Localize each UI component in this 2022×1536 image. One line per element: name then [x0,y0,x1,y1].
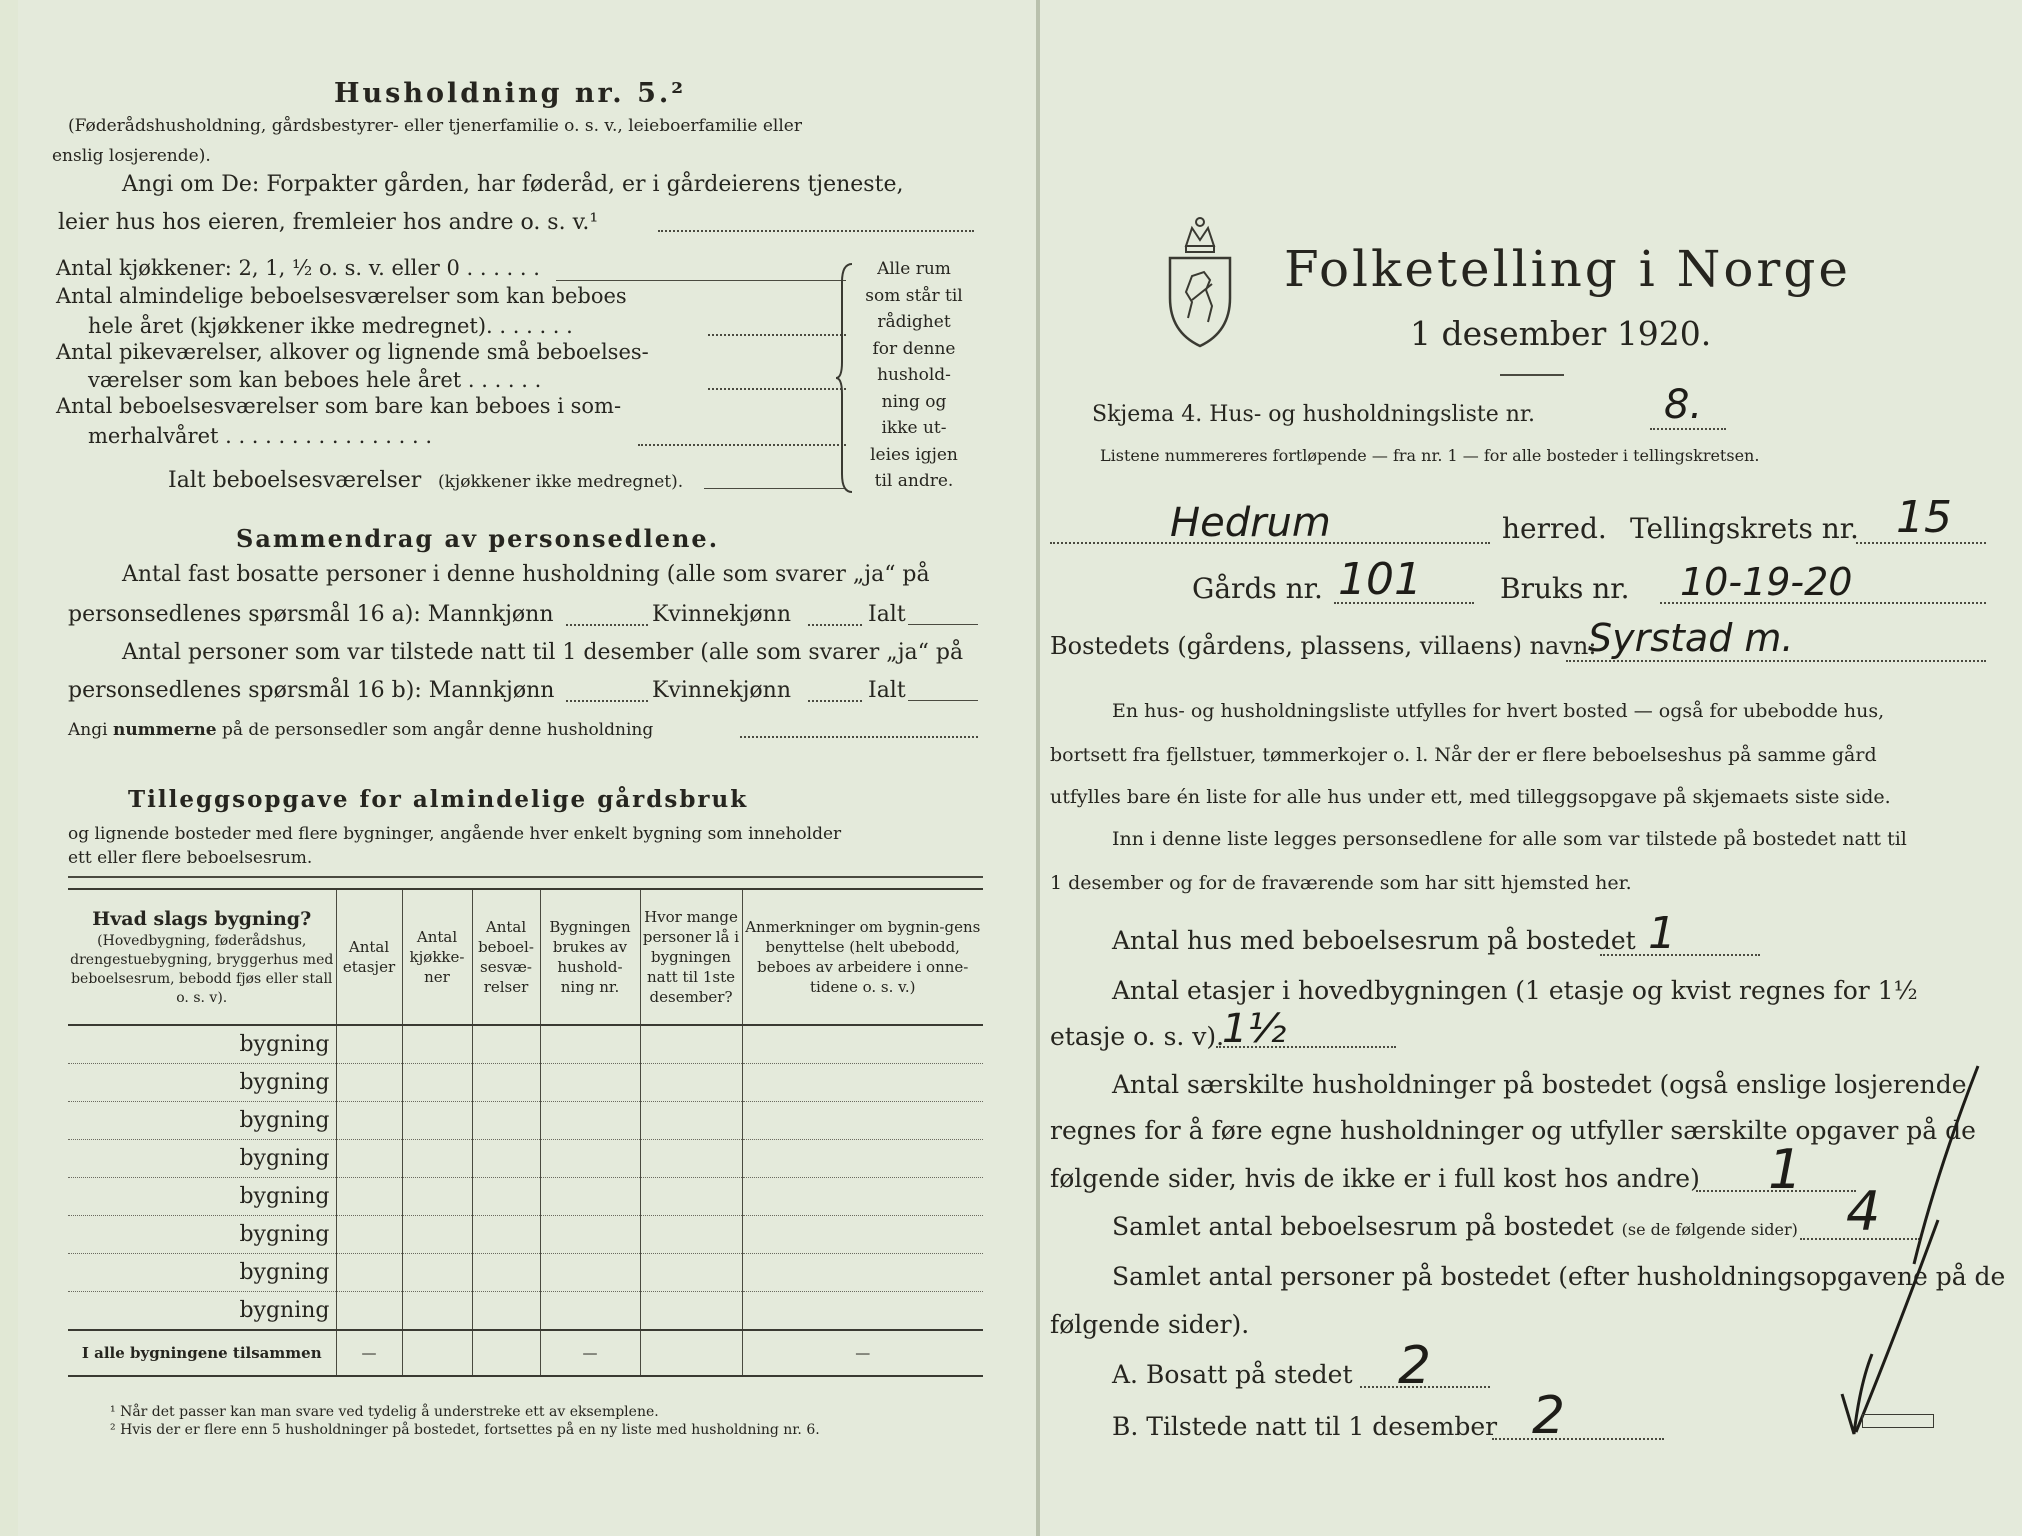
bostedet-label: Bostedets (gårdens, plassens, villaens) navn: [1050,632,1597,660]
q-hush-line2: regnes for å føre egne husholdninger og utfyller særskilte opgaver på de [1050,1116,1976,1145]
maid-rooms-answer-line [708,388,846,390]
printer-stamp [1862,1414,1934,1428]
summer-rooms-line1: Antal beboelsesværelser som bare kan beboes i som- [56,394,622,418]
q-rum-label-text: Samlet antal beboelsesrum på bostedet [1112,1212,1614,1241]
cell [742,1025,983,1064]
kitchens-answer-line [556,280,846,281]
cell [336,1102,402,1140]
title-divider [1500,374,1564,376]
cell [742,1102,983,1140]
instructions-line1: En hus- og husholdningsliste utfylles for hvert bosted — også for ubebodde hus, [1112,700,1885,722]
gards-label: Gårds nr. [1192,572,1323,605]
q-etasjer-line1: Antal etasjer i hovedbygningen (1 etasje og kvist regnes for 1½ [1112,976,1918,1005]
side-note-line: hushold- [877,365,951,385]
b-tilstede-line [1492,1438,1664,1440]
bruks-value: 10-19-20 [1680,560,1853,604]
herred-value: Hedrum [1170,500,1331,546]
kvinnekjonn-tilstede-label: Kvinnekjønn [652,678,791,703]
cell [472,1254,540,1292]
cell [402,1330,472,1376]
instructions-line2: bortsett fra fjellstuer, tømmerkojer o. l. Når der er flere beboelseshus på samme gård [1050,744,1877,766]
q-pers-line2: følgende sider). [1050,1310,1250,1339]
bostedet-line [1566,660,1986,662]
cell [742,1140,983,1178]
cell [336,1254,402,1292]
header-building-type-title: Hvad slags bygning? [92,908,312,930]
summary-title: Sammendrag av personsedlene. [236,524,720,553]
footnote-2: ² Hvis der er flere enn 5 husholdninger på bostedet, fortsettes på en ny liste med husholdning nr. 6. [110,1422,820,1438]
cell [472,1102,540,1140]
supplement-title: Tilleggsopgave for almindelige gårdsbruk [128,786,749,813]
cell [640,1064,742,1102]
header-building-type-note: (Hovedbygning, føderådshus, drengestuebygning, bryggerhus med beboelsesrum, bebodd fjøs eller stall o. s. v). [70,933,334,1006]
header-etasjer: Antal etasjer [336,889,402,1025]
row-label: bygning [68,1178,336,1216]
building-table-header-row [68,889,983,1025]
table-row [68,1292,983,1331]
mannkjonn-tilstede-line [566,700,648,702]
table-row [68,1254,983,1292]
cell [742,1064,983,1102]
ialt-fast-line [908,624,978,625]
a-bosatt-label: A. Bosatt på stedet [1112,1360,1353,1389]
side-note-brace [836,262,858,494]
summary-line4: personsedlenes spørsmål 16 b): Mannkjønn [68,678,555,703]
q-etasjer-value: 1½ [1222,1006,1287,1052]
form-title: Folketelling i Norge [1284,240,1851,298]
kvinnekjonn-fast-label: Kvinnekjønn [652,602,791,627]
total-anmerkninger: — [742,1330,983,1376]
cell [742,1254,983,1292]
bruks-line [1660,602,1986,604]
instructions-line4: Inn i denne liste legges personsedlene for alle som var tilstede på bostedet natt til [1112,828,1907,850]
cell [472,1025,540,1064]
total-husholdning: — [540,1330,640,1376]
q-hush-value: 1 [1768,1138,1803,1201]
cell [336,1064,402,1102]
kitchens-question: Antal kjøkkener: 2, 1, ½ o. s. v. eller 0 . . . . . . [56,256,540,280]
total-rooms-label: Ialt beboelsesværelser [168,468,422,493]
schema-number-value: 8. [1664,382,1703,428]
handwritten-check-strokes [1676,1054,2006,1454]
cell [336,1140,402,1178]
table-row [68,1064,983,1102]
header-kjokkener: Antal kjøkke-ner [402,889,472,1025]
cell [540,1140,640,1178]
table-row [68,1178,983,1216]
a-bosatt-line [1360,1386,1490,1388]
q-hus-line [1600,954,1760,956]
angi-dotted-line [658,230,974,232]
cell [402,1216,472,1254]
instructions-line5: 1 desember og for de fraværende som har sitt hjemsted her. [1050,872,1632,894]
cell [640,1254,742,1292]
table-row [68,1102,983,1140]
bostedet-value: Syrstad m. [1588,616,1794,660]
household-note-line2: enslig losjerende). [52,146,211,166]
herred-label: herred. [1502,512,1607,545]
cell [540,1102,640,1140]
cell [540,1178,640,1216]
row-label: bygning [68,1140,336,1178]
tellingskrets-line [1856,542,1986,544]
q-etasjer-line2: etasje o. s. v). [1050,1022,1225,1051]
cell [640,1292,742,1331]
side-note-line: rådighet [877,312,951,332]
side-note-line: som står til [865,285,963,306]
cell [472,1330,540,1376]
footnote-1: ¹ Når det passer kan man svare ved tydelig å understreke ett av eksemplene. [110,1404,659,1420]
summary-line2: personsedlenes spørsmål 16 a): Mannkjønn [68,602,554,627]
cell [402,1064,472,1102]
cell [402,1025,472,1064]
table-row [68,1140,983,1178]
header-anmerkninger: Anmerkninger om bygnin-gens benyttelse (helt ubebodd, beboes av arbeidere i onne-tidene o. s. v.) [742,889,983,1025]
household-title: Husholdning nr. 5.² [334,78,687,109]
building-table [68,888,983,1377]
cell [540,1254,640,1292]
cell [742,1292,983,1331]
q-hus-label: Antal hus med beboelsesrum på bostedet [1112,926,1636,955]
angi-nummerne-pre: Angi [68,720,108,740]
ordinary-rooms-line2: hele året (kjøkkener ikke medregnet). . . . . . . [88,314,573,338]
cell [402,1140,472,1178]
table-row [68,1216,983,1254]
angi-nummerne [68,720,653,740]
kvinnekjonn-tilstede-line [808,700,862,702]
ordinary-rooms-answer-line [708,334,846,336]
row-label: bygning [68,1064,336,1102]
listene-note: Listene nummereres fortløpende — fra nr. 1 — for alle bosteder i tellingskretsen. [1100,446,1760,465]
summer-rooms-answer-line [638,444,846,446]
schema-number-line [1650,428,1726,430]
ialt-tilstede-line [908,700,978,701]
total-etasjer: — [336,1330,402,1376]
q-hus-value: 1 [1648,908,1676,959]
household-note-line1: (Føderådshusholdning, gårdsbestyrer- eller tjenerfamilie o. s. v., leieboerfamilie eller [68,116,802,136]
cell [540,1025,640,1064]
b-tilstede-label: B. Tilstede natt til 1 desember [1112,1412,1498,1441]
maid-rooms-line1: Antal pikeværelser, alkover og lignende små beboelses- [56,340,649,364]
total-row-label: I alle bygningene tilsammen [68,1330,336,1376]
cell [640,1216,742,1254]
header-building-type [68,889,336,1025]
cell [472,1178,540,1216]
cell [402,1292,472,1331]
cell [472,1216,540,1254]
table-total-row [68,1330,983,1376]
angi-nummerne-post: på de personsedler som angår denne husholdning [222,720,654,740]
form-date: 1 desember 1920. [1410,314,1712,353]
q-hush-line3: følgende sider, hvis de ikke er i full kost hos andre) [1050,1164,1700,1193]
q-rum-note: (se de følgende sider) [1621,1220,1798,1239]
row-label: bygning [68,1254,336,1292]
cell [336,1216,402,1254]
b-tilstede-value: 2 [1532,1386,1566,1446]
supplement-line2: ett eller flere beboelsesrum. [68,848,313,868]
cell [540,1292,640,1331]
angi-nummerne-line [740,736,978,738]
angi-line1: Angi om De: Forpakter gården, har føderåd, er i gårdeierens tjeneste, [122,172,904,197]
table-row [68,1025,983,1064]
norwegian-coat-of-arms-icon [1162,206,1238,348]
summary-line3: Antal personer som var tilstede natt til 1 desember (alle som svarer „ja“ på [122,640,964,665]
header-beboelsesvaerelser: Antal beboel-sesvæ-relser [472,889,540,1025]
total-rooms-note: (kjøkkener ikke medregnet). [438,472,684,492]
q-etasjer-line [1216,1046,1396,1048]
cell [472,1292,540,1331]
cell [336,1025,402,1064]
q-pers-line1: Samlet antal personer på bostedet (efter husholdningsopgavene på de [1112,1262,2006,1291]
cell [640,1330,742,1376]
cell [742,1216,983,1254]
q-hush-line1: Antal særskilte husholdninger på bostedet (også enslige losjerende [1112,1070,1967,1099]
kvinnekjonn-fast-line [808,624,862,626]
header-personer-natt: Hvor mange personer lå i bygningen natt til 1ste desember? [640,889,742,1025]
supplement-line1: og lignende bosteder med flere bygninger, angående hver enkelt bygning som inneholder [68,824,842,844]
side-note-line: leies igjen [870,444,958,465]
bruks-label: Bruks nr. [1500,572,1630,605]
cell [640,1025,742,1064]
side-note-line: ikke ut- [881,418,947,438]
ialt-tilstede-label: Ialt [868,678,906,703]
summer-rooms-line2: merhalvåret . . . . . . . . . . . . . . . . [88,424,433,448]
cell [402,1254,472,1292]
angi-line2: leier hus hos eieren, fremleier hos andre o. s. v.¹ [58,210,599,235]
total-rooms-answer-line [704,488,846,489]
schema-label: Skjema 4. Hus- og husholdningsliste nr. [1092,402,1535,427]
gards-value: 101 [1338,554,1422,605]
cell [402,1102,472,1140]
ordinary-rooms-line1: Antal almindelige beboelsesværelser som kan beboes [56,284,627,308]
q-rum-value: 4 [1846,1180,1881,1243]
instructions-line3: utfylles bare én liste for alle hus under ett, med tilleggsopgave på skjemaets siste side. [1050,786,1891,808]
side-note-line: til andre. [874,471,954,491]
side-note-line: ning og [881,391,947,412]
cell [336,1292,402,1331]
row-label: bygning [68,1102,336,1140]
side-note-line: Alle rum [877,259,951,279]
side-note-line: for denne [872,338,956,359]
cell [640,1102,742,1140]
cell [472,1064,540,1102]
summary-line1: Antal fast bosatte personer i denne husholdning (alle som svarer „ja“ på [122,562,930,587]
cell [402,1178,472,1216]
cell [336,1178,402,1216]
row-label: bygning [68,1025,336,1064]
left-page [18,0,1038,1536]
cell [742,1178,983,1216]
cell [472,1140,540,1178]
ialt-fast-label: Ialt [868,602,906,627]
tellingskrets-label: Tellingskrets nr. [1630,512,1859,545]
right-page [1040,0,2022,1536]
herred-line [1050,542,1490,544]
header-husholdning-nr: Bygningen brukes av hushold-ning nr. [540,889,640,1025]
cell [540,1216,640,1254]
angi-nummerne-bold: nummerne [112,720,217,740]
tellingskrets-value: 15 [1896,492,1952,543]
cell [640,1178,742,1216]
a-bosatt-value: 2 [1398,1336,1432,1396]
row-label: bygning [68,1216,336,1254]
maid-rooms-line2: værelser som kan beboes hele året . . . . . . [88,368,542,392]
supplement-divider [68,876,983,878]
side-note [858,256,970,495]
cell [540,1064,640,1102]
gards-line [1334,602,1474,604]
cell [640,1140,742,1178]
mannkjonn-fast-line [566,624,648,626]
row-label: bygning [68,1292,336,1331]
